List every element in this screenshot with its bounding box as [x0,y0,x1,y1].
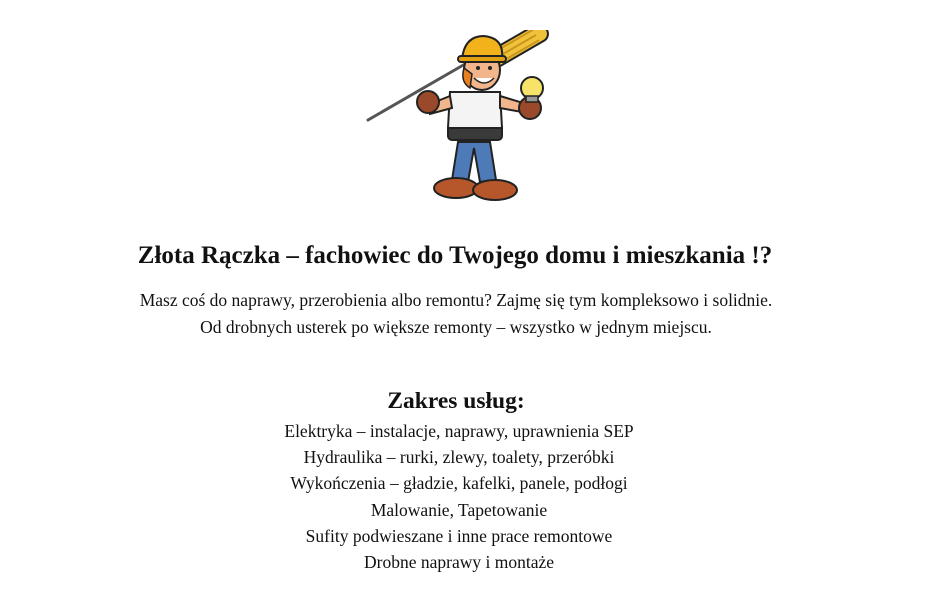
service-item: Hydraulika – rurki, zlewy, toalety, przeróbki [303,447,615,468]
handyman-icon [360,30,556,212]
intro-text [0,287,912,341]
service-item: Sufity podwieszane i inne prace remontowe [305,525,613,546]
services-heading: Zakres usług: [387,388,525,414]
intro-line: Od drobnych usterek po większe remonty – wszystko w jednym miejscu. [200,317,712,337]
service-item: Malowanie, Tapetowanie [370,499,548,520]
handyman-illustration [360,30,556,212]
service-item: Wykończenia – gładzie, kafelki, panele, podłogi [290,473,628,494]
service-item: Drobne naprawy i montaże [364,552,554,573]
page-title: Złota Rączka – fachowiec do Twojego domu i mieszkania !? [137,242,773,269]
service-item: Elektryka – instalacje, naprawy, uprawnienia SEP [284,421,634,441]
services-list [0,418,918,575]
intro-line: Masz coś do naprawy, przerobienia albo remontu? Zajmę się tym kompleksowo i solidnie. [139,290,773,310]
